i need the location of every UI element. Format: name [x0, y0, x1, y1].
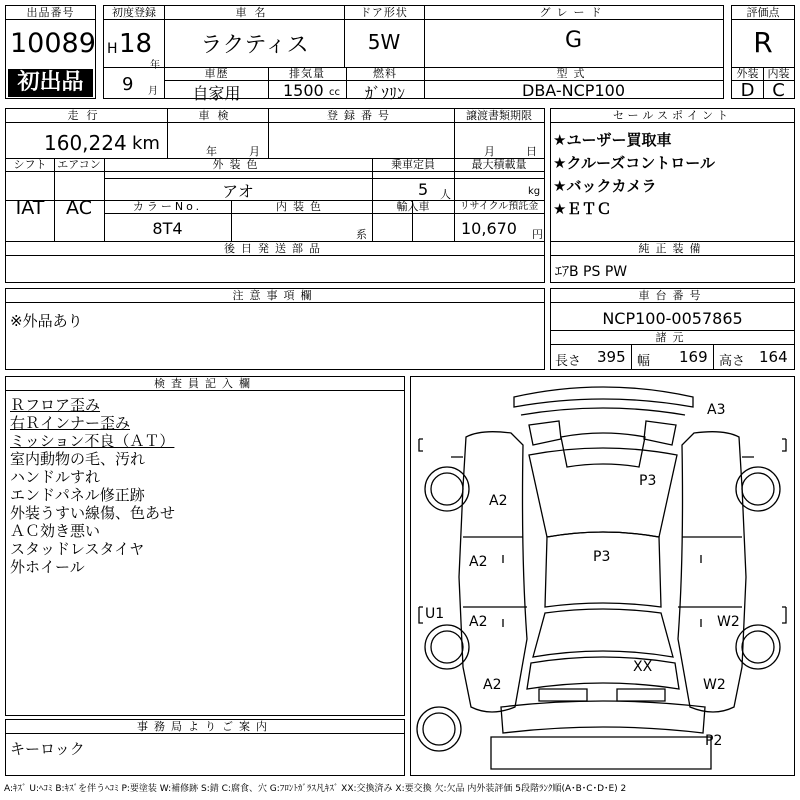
dimensions-label: 諸元	[551, 331, 794, 345]
notes-value: ※外品あり	[10, 312, 83, 330]
inspector-line: 室内動物の毛、汚れ	[10, 450, 146, 468]
exterior-color-value: アオ	[222, 182, 254, 201]
width-value: 169	[679, 348, 708, 366]
sales-points-box	[550, 108, 795, 242]
grade-label: グレード	[424, 6, 723, 20]
notes-label: 注意事項欄	[6, 289, 544, 303]
mileage-unit: km	[132, 133, 160, 154]
office-value: キーロック	[10, 740, 85, 758]
mark-xx: XX	[633, 659, 653, 675]
inspector-line: エンドパネル修正跡	[10, 486, 145, 504]
inspector-label: 検査員記入欄	[6, 377, 404, 391]
mark-a2-front-left: A2	[489, 493, 508, 509]
aircon-value: AC	[66, 197, 92, 219]
year-value: 18	[119, 29, 153, 59]
height-label: 高さ	[719, 354, 746, 369]
office-label: 事務局よりご案内	[6, 720, 404, 734]
era-value: H	[107, 41, 118, 57]
later-parts-box	[5, 241, 545, 283]
door-type-value: 5W	[367, 30, 401, 54]
displacement-unit: cc	[329, 87, 340, 98]
car-name-value: ラクティス	[200, 33, 309, 58]
inspector-line: ＡＣ効き悪い	[10, 522, 101, 540]
score-label: 評価点	[732, 6, 794, 20]
transfer-deadline-label: 譲渡書類期限	[454, 109, 544, 123]
genuine-equipment-box	[550, 241, 795, 283]
office-box	[5, 719, 405, 776]
chassis-no-label: 車台番号	[551, 289, 794, 303]
capacity-label: 乗車定員	[372, 158, 454, 172]
first-listing-badge: 初出品	[8, 69, 93, 97]
lot-no-label: 出品番号	[6, 6, 95, 20]
mark-p2: P2	[705, 733, 723, 749]
first-registration-box	[103, 5, 165, 99]
sales-point-item: ★ユーザー買取車	[553, 131, 672, 149]
recycle-label: リサイクル預託金	[454, 200, 544, 214]
lot-no-value: 10089	[10, 28, 96, 59]
mark-p3-center: P3	[593, 549, 611, 565]
capacity-unit: 人	[440, 188, 451, 201]
color-no-value: 8T4	[152, 219, 183, 238]
shift-value: IAT	[15, 197, 45, 219]
grade-value: G	[564, 28, 583, 53]
inspector-line: 外ホイール	[10, 558, 85, 576]
car-main-box	[164, 5, 724, 103]
inspector-line: スタッドレスタイヤ	[10, 540, 145, 558]
inspector-box	[5, 376, 405, 716]
details-box	[5, 108, 545, 242]
door-type-label: ドア形状	[344, 6, 424, 20]
inspector-line: ハンドルすれ	[10, 468, 101, 486]
interior-grade-value: C	[772, 80, 785, 101]
length-value: 395	[597, 348, 626, 366]
mark-a3: A3	[707, 402, 726, 418]
inspector-line: 右Ｒインナー歪み	[10, 414, 131, 432]
notes-box	[5, 288, 545, 370]
mark-a2-rear-mid: A2	[469, 614, 488, 630]
recycle-value: 10,670	[461, 219, 517, 238]
chassis-box	[550, 288, 795, 370]
height-value: 164	[759, 348, 788, 366]
mileage-label: 走行	[6, 109, 167, 123]
registration-no-label: 登録番号	[268, 109, 454, 123]
exterior-color-label: 外装色	[104, 158, 372, 172]
import-label: 輸入車	[372, 200, 454, 214]
sales-points-label: セールスポイント	[551, 109, 794, 123]
displacement-label: 排気量	[268, 67, 346, 81]
inspection-month-unit: 月	[249, 145, 260, 158]
history-value: 自家用	[192, 84, 241, 103]
mark-w2-right: W2	[717, 614, 740, 630]
mark-u1: U1	[425, 606, 445, 622]
chassis-no-value: NCP100-0057865	[602, 309, 743, 328]
max-load-unit: kg	[528, 186, 541, 197]
history-label: 車歴	[165, 67, 268, 81]
displacement-value: 1500	[283, 81, 324, 100]
mark-w2-rear-right: W2	[703, 677, 726, 693]
inspector-line: 外装うすい線傷、色あせ	[10, 504, 176, 522]
score-value: R	[753, 26, 773, 59]
car-diagram	[411, 377, 794, 775]
transfer-month-unit: 月	[484, 145, 495, 158]
inspector-line: Ｒフロア歪み	[10, 396, 101, 414]
length-label: 長さ	[555, 354, 582, 369]
aircon-label: エアコン	[54, 158, 104, 172]
genuine-equipment-value: ｴｱB PS PW	[555, 264, 628, 280]
exterior-grade-label: 外装	[732, 67, 763, 81]
mark-a2-rear-left: A2	[483, 677, 502, 693]
mark-p3-top: P3	[639, 473, 657, 489]
capacity-value: 5	[418, 180, 429, 199]
width-label: 幅	[637, 354, 651, 369]
lot-no-box	[5, 5, 96, 99]
legend: A:ｷｽﾞ U:ﾍｺﾐ B:ｷｽﾞを伴うﾍｺﾐ P:要塗装 W:補修跡 S:錆 C:腐食、穴 G:ﾌﾛﾝﾄｶﾞﾗｽ凡ｷｽﾞ XX:交換済み X:要交換 欠:欠品 内外装評価 5段階ﾗﾝｸ順(A･B･C･D･E) 2	[4, 784, 627, 794]
inspection-label: 車検	[167, 109, 268, 123]
fuel-value: ｶﾞｿﾘﾝ	[364, 84, 405, 103]
inspector-lines	[10, 396, 175, 576]
sales-point-item: ★ＥＴＣ	[553, 200, 612, 218]
max-load-label: 最大積載量	[454, 158, 544, 172]
interior-color-unit: 系	[356, 228, 367, 241]
recycle-unit: 円	[532, 228, 543, 241]
later-parts-label: 後日発送部品	[6, 242, 544, 256]
interior-color-label: 内装色	[231, 200, 372, 214]
score-box	[731, 5, 795, 99]
interior-grade-label: 内装	[763, 67, 794, 81]
model-code-label: 型式	[424, 67, 723, 81]
mileage-value: 160,224	[44, 131, 127, 155]
color-no-label: カラーNo.	[104, 200, 231, 214]
fuel-label: 燃料	[346, 67, 424, 81]
month-unit: 月	[148, 86, 158, 97]
model-code-value: DBA-NCP100	[522, 81, 625, 100]
mark-a2-front-mid: A2	[469, 554, 488, 570]
inspector-line: ミッション不良（ＡＴ）	[10, 432, 175, 450]
genuine-equipment-label: 純正装備	[551, 242, 794, 256]
car-diagram-box	[410, 376, 795, 776]
shift-label: シフト	[6, 158, 54, 172]
year-unit: 年	[150, 60, 160, 71]
sales-point-item: ★バックカメラ	[553, 177, 657, 195]
sales-point-item: ★クルーズコントロール	[553, 154, 715, 172]
car-name-label: 車名	[165, 6, 344, 20]
exterior-grade-value: D	[740, 80, 755, 101]
inspection-year-unit: 年	[206, 145, 217, 158]
month-value: 9	[122, 74, 134, 95]
transfer-day-unit: 日	[526, 145, 537, 158]
first-registration-label: 初度登録	[104, 6, 164, 20]
